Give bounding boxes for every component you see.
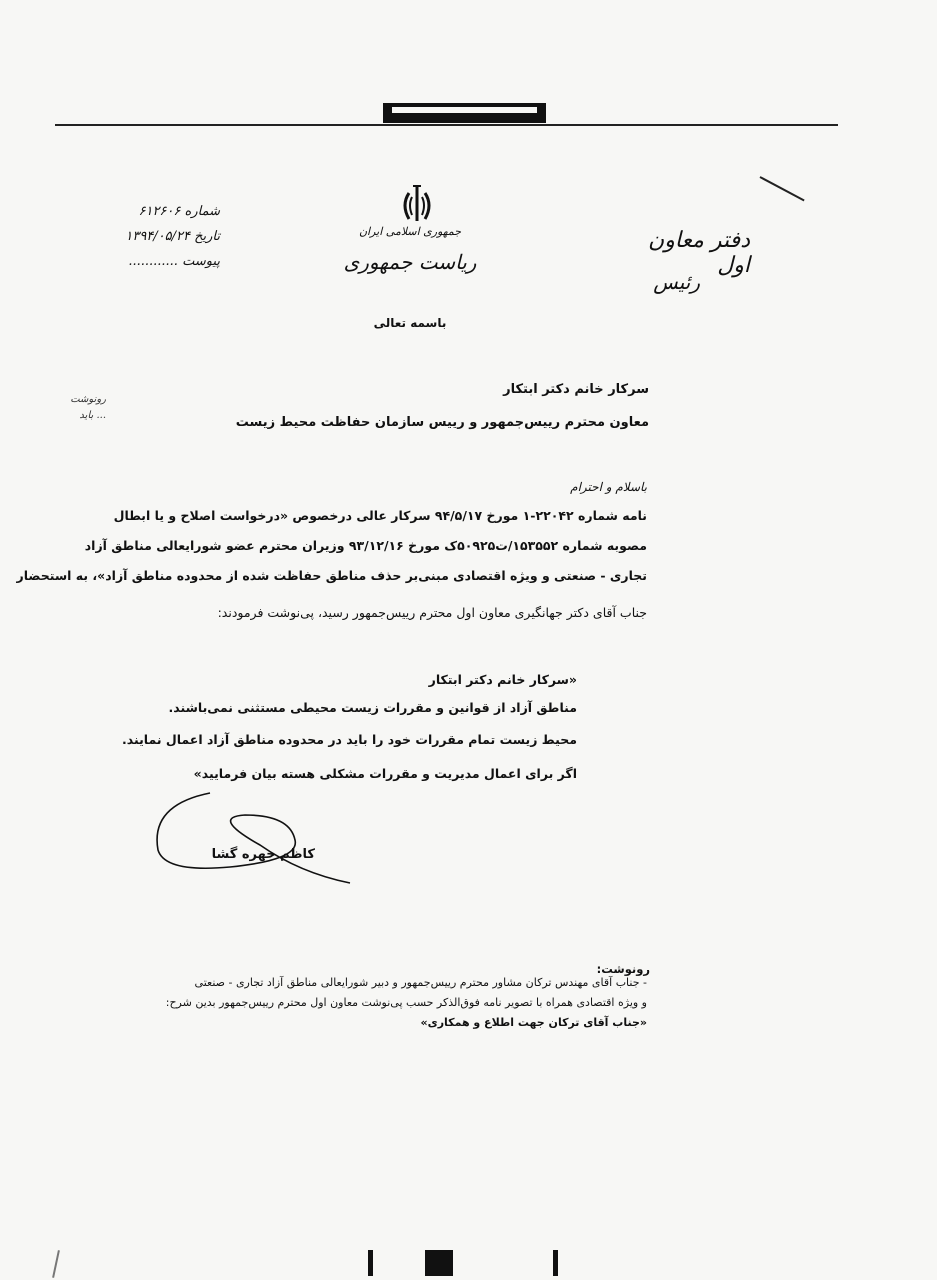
scan-artifact-mark-2	[425, 1250, 453, 1276]
cc-line-3: «جناب آقای ترکان جهت اطلاع و همکاری»	[420, 1016, 647, 1029]
date-value: ۱۳۹۴/۰۵/۲۴	[125, 229, 190, 244]
body-line-1: نامه شماره ۲۲۰۴۲-۱ مورخ ۹۴/۵/۱۷ سرکار عالی درخصوص «درخواست اصلاح و یا ابطال	[113, 508, 647, 523]
attachment-label: پیوست	[182, 254, 220, 269]
emblem-office-name: ریاست جمهوری	[343, 250, 477, 274]
pen-stroke	[760, 176, 805, 201]
cc-line-2: و ویژه اقتصادی همراه با تصویر نامه فوق‌الذکر حسب پی‌نوشت معاون اول محترم رییس‌جمهور بدین شرح:	[165, 996, 647, 1009]
body-line-2: مصوبه شماره ۱۵۳۵۵۲/ت۵۰۹۲۵ک مورخ ۹۳/۱۲/۱۶ وزیران محترم عضو شورایعالی مناطق آزاد	[84, 538, 647, 553]
bismillah: باسمه تعالی	[373, 316, 447, 330]
quote-line-4: اگر برای اعمال مدیریت و مقررات مشکلی هسته بیان فرمایید»	[193, 766, 577, 781]
scan-artifact-mark-1	[368, 1250, 373, 1276]
quote-line-1: «سرکار خانم دکتر ابتکار	[428, 672, 577, 687]
scan-artifact-inner	[392, 107, 537, 113]
office-title: دفتر معاون اول	[648, 228, 750, 278]
quote-line-3: محیط زیست تمام مقررات خود را باید در محدوده مناطق آزاد اعمال نمایند.	[122, 732, 577, 747]
iran-emblem-icon	[395, 183, 439, 227]
date-label: تاریخ	[194, 229, 220, 244]
letter-attachment	[90, 254, 220, 269]
greeting: باسلام و احترام	[570, 480, 647, 494]
number-value: ۶۱۲۶۰۶	[138, 204, 181, 219]
number-label: شماره	[184, 204, 220, 219]
emblem-country-name: جمهوری اسلامی ایران	[358, 225, 462, 238]
body-line-4: جناب آقای دکتر جهانگیری معاون اول محترم رییس‌جمهور رسید، پی‌نوشت فرمودند:	[217, 605, 647, 620]
letter-number	[90, 204, 220, 219]
office-subtitle: رئیس	[653, 270, 700, 294]
scan-artifact-block	[383, 103, 546, 123]
body-line-3: تجاری - صنعتی و ویژه اقتصادی مبنی‌بر حذف مناطق حفاظت شده از محدوده مناطق آزاد»، به استحضار	[16, 568, 647, 583]
addressee-title: معاون محترم رییس‌جمهور و رییس سازمان حفاظت محیط زیست	[235, 415, 649, 430]
signature-scribble	[150, 785, 360, 890]
header-rule	[55, 124, 838, 126]
signatory-name: کاظم جهره گشا	[211, 847, 315, 862]
cc-heading: رونوشت:	[596, 962, 650, 976]
attachment-value: ............	[128, 254, 178, 269]
quote-line-2: مناطق آزاد از قوانین و مقررات زیست محیطی مستثنی نمی‌باشند.	[168, 700, 577, 715]
margin-handwritten-note: رونوشت ... باید	[70, 394, 106, 421]
addressee-name: سرکار خانم دکتر ابتکار	[503, 382, 649, 397]
scan-artifact-left	[52, 1250, 60, 1278]
cc-line-1: - جناب آقای مهندس ترکان مشاور محترم رییس‌جمهور و دبیر شورایعالی مناطق آزاد تجاری - صنعتی	[194, 976, 647, 989]
scan-artifact-mark-3	[553, 1250, 558, 1276]
letter-date	[90, 229, 220, 244]
